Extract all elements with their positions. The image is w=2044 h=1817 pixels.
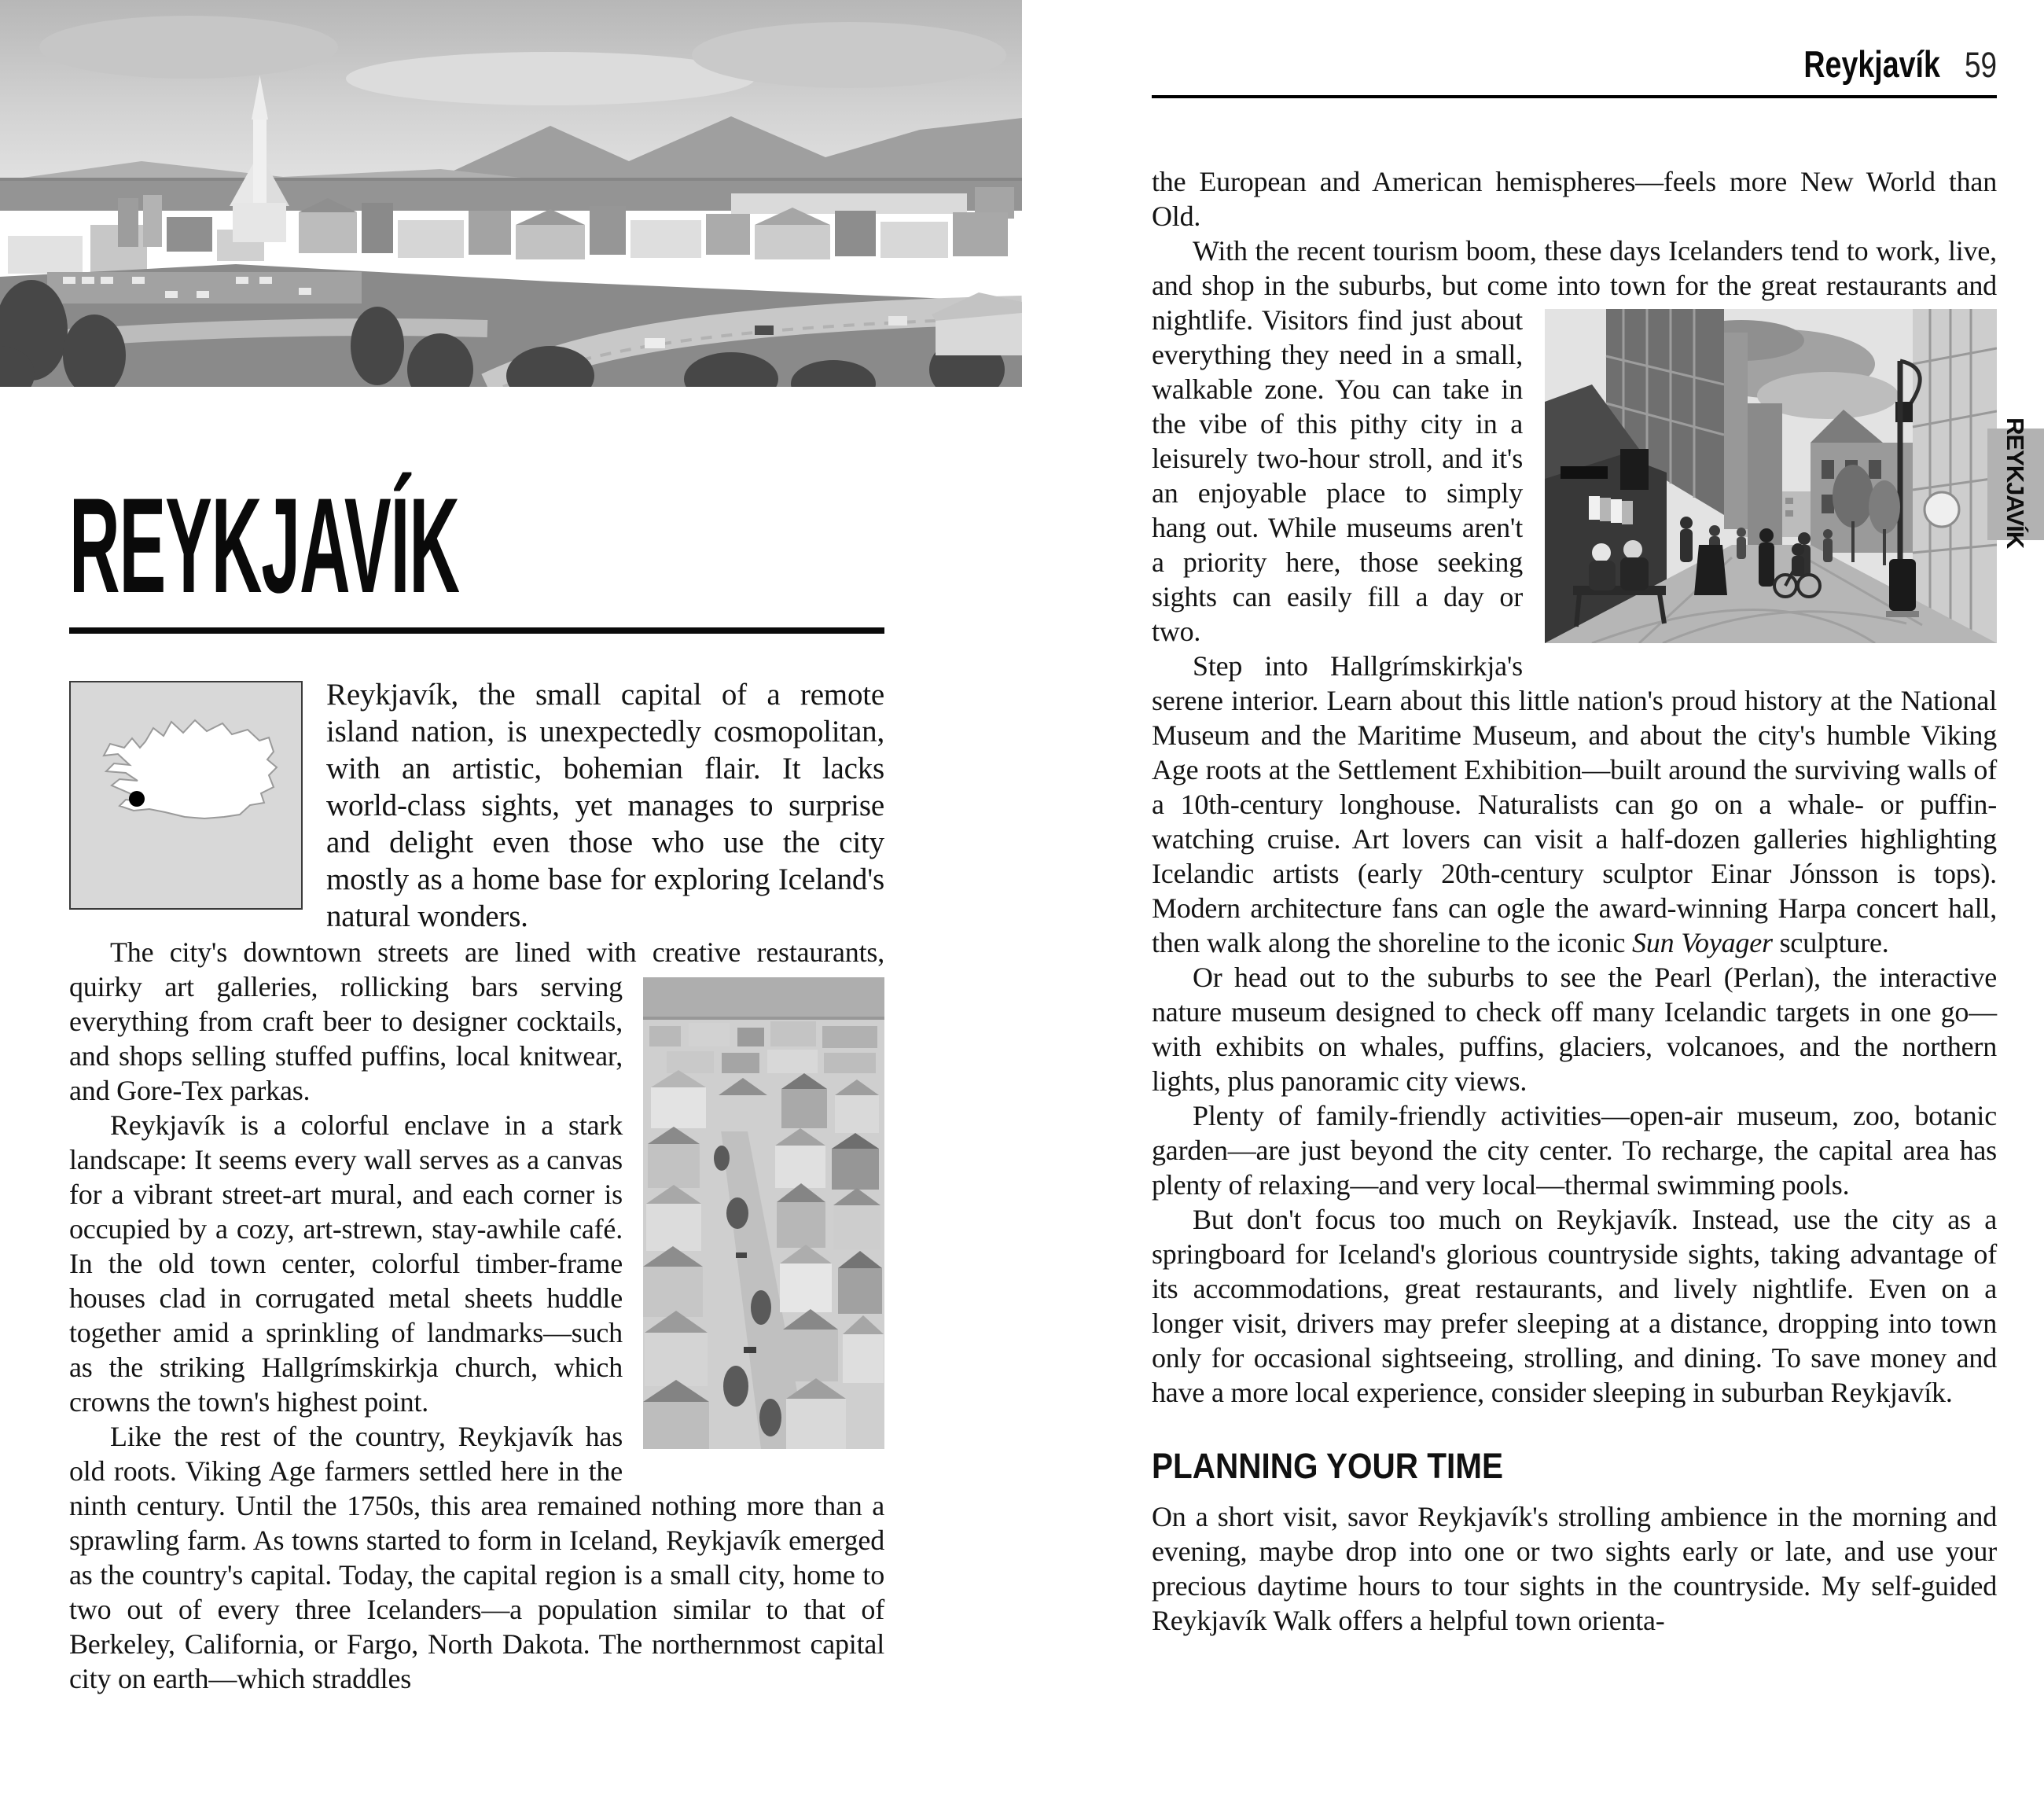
paragraph: Like the rest of the country, Reykjavík has old roots. Viking Age farmers settled here in the ninth century. Until the 1750s, this area remained nothing more than a sprawling farm. As towns started to form in Iceland, Reykjavík emerged as the country's capital. Today, the capital region is a small city, home to two out of every three Icelanders—a population similar to that of Berkeley, California, or Fargo, North Dakota. The northernmost capital city on earth—which straddles (69, 1421, 884, 1694)
right-page-body (1152, 164, 1997, 1638)
paragraph-text: great restaurants and nightlife. Visitors find just about everything they need in a small, walkable zone. You can take in the vibe of this pithy city in a leisurely two-hour stroll, and it's an enjoyable place to simply hang out. While museums aren't a priority here, those seeking sights can easily fill a day or two. (1152, 270, 1997, 647)
chapter-side-tab (1986, 417, 2044, 559)
paragraph (69, 935, 884, 1108)
chapter-tab-label: REYKJAVÍK (2002, 417, 2029, 549)
left-page-body (69, 676, 884, 1696)
chapter-header (69, 470, 884, 634)
paragraph: the European and American hemispheres—feels more New World than Old. (1152, 166, 1997, 232)
reykjavik-panorama-photo (0, 0, 1022, 387)
paragraph: Plenty of family-friendly activities—open-air museum, zoo, botanic garden—are just beyond the city center. To recharge, the capital area has plenty of relaxing—and very local—thermal swimming pools. (1152, 1100, 1997, 1201)
street-illustration (1545, 309, 1997, 643)
paragraph-text: everything from craft beer to designer cocktails, and shops selling stuffed puffins, local knitwear, and Gore-Tex parkas. (69, 1006, 623, 1106)
paragraph: But don't focus too much on Reykjavík. Instead, use the city as a springboard for Iceland's glorious countryside sights, taking advantage of its accommodations, great restaurants, and lively nightlife. Even on a longer visit, drivers may prefer sleeping at a distance, dropping into town only for occasional sightseeing, strolling, and dining. To save money and have a more local experience, consider sleeping in suburban Reykjavík. (1152, 1204, 1997, 1408)
paragraph-text: With the recent tourism boom, these days Icelanders tend to work, live, and shop in the suburbs, but come into town for the (1152, 235, 1997, 301)
paragraph (1152, 649, 1997, 960)
title-rule (69, 627, 884, 634)
planning-heading: PLANNING YOUR TIME (1152, 1446, 1504, 1486)
paragraph (1152, 234, 1997, 649)
laugavegur-street-photo (1545, 309, 1997, 643)
panorama-illustration (0, 0, 1022, 387)
running-header (1152, 0, 1997, 86)
paragraph: Or head out to the suburbs to see the Pearl (Perlan), the interactive nature museum designed to check off many Icelandic targets in one go—with exhibits on whales, puffins, glaciers, volcanoes, and the northern lights, plus panoramic city views. (1152, 962, 1997, 1097)
reykjavik-dot (129, 791, 145, 807)
page-number: 59 (1964, 45, 1997, 85)
paragraph-text: Step into Hallgrímskirkja's serene interior. Learn about this little nation's proud history at the National Museum and the Maritime Museum, and about the city's humble Viking Age roots at the Settlement Exhibition—built around the surviving walls of a 10th-century longhouse. Naturalists can go on a whale- or puffin-watching cruise. Art lovers can visit a half-dozen galleries highlighting Icelandic artists (early 20th-century sculptor Einar Jónsson is tops). Modern architecture fans can ogle the award-winning Harpa concert hall, then walk along the shoreline to the iconic (1152, 650, 1997, 958)
reykjavik-rooftops-photo (643, 977, 884, 1449)
italic-text: Sun Voyager (1632, 927, 1773, 958)
rooftops-illustration (643, 977, 884, 1449)
right-page (1152, 0, 1997, 1817)
header-rule (1152, 95, 1997, 98)
iceland-map-illustration (71, 682, 301, 908)
intro-paragraph (69, 676, 884, 935)
intro-text: Reykjavík, the small capital of a remote island nation, is unexpectedly cosmopolitan, with an artistic, bohemian flair. It lacks world-class sights, yet manages to surprise and delight even those who use the city mostly as a home base for exploring Iceland's natural wonders. (326, 678, 884, 933)
iceland-locator-map (69, 681, 303, 910)
paragraph-text: The city's downtown streets are lined with creative restaurants, quirky art galleries, rollicking bars serving (69, 936, 884, 1002)
running-header-title: Reykjavík (1803, 43, 1940, 85)
page-title: REYKJAVÍK (69, 470, 459, 621)
paragraph: Reykjavík is a colorful enclave in a stark landscape: It seems every wall serves as a canvas for a vibrant street-art mural, and each corner is occupied by a cozy, art-strewn, stay-awhile café. In the old town center, colorful timber-frame houses clad in corrugated metal sheets huddle together amid a sprinkling of landmarks—such as the striking Hallgrímskirkja church, which crowns the town's highest point. (69, 1109, 623, 1418)
paragraph: On a short visit, savor Reykjavík's strolling ambience in the morning and evening, maybe drop into one or two sights early or late, and use your precious daytime hours to tour sights in the countryside. My self-guided Reykjavík Walk offers a helpful town orienta- (1152, 1501, 1997, 1636)
paragraph-text: sculpture. (1772, 927, 1889, 958)
